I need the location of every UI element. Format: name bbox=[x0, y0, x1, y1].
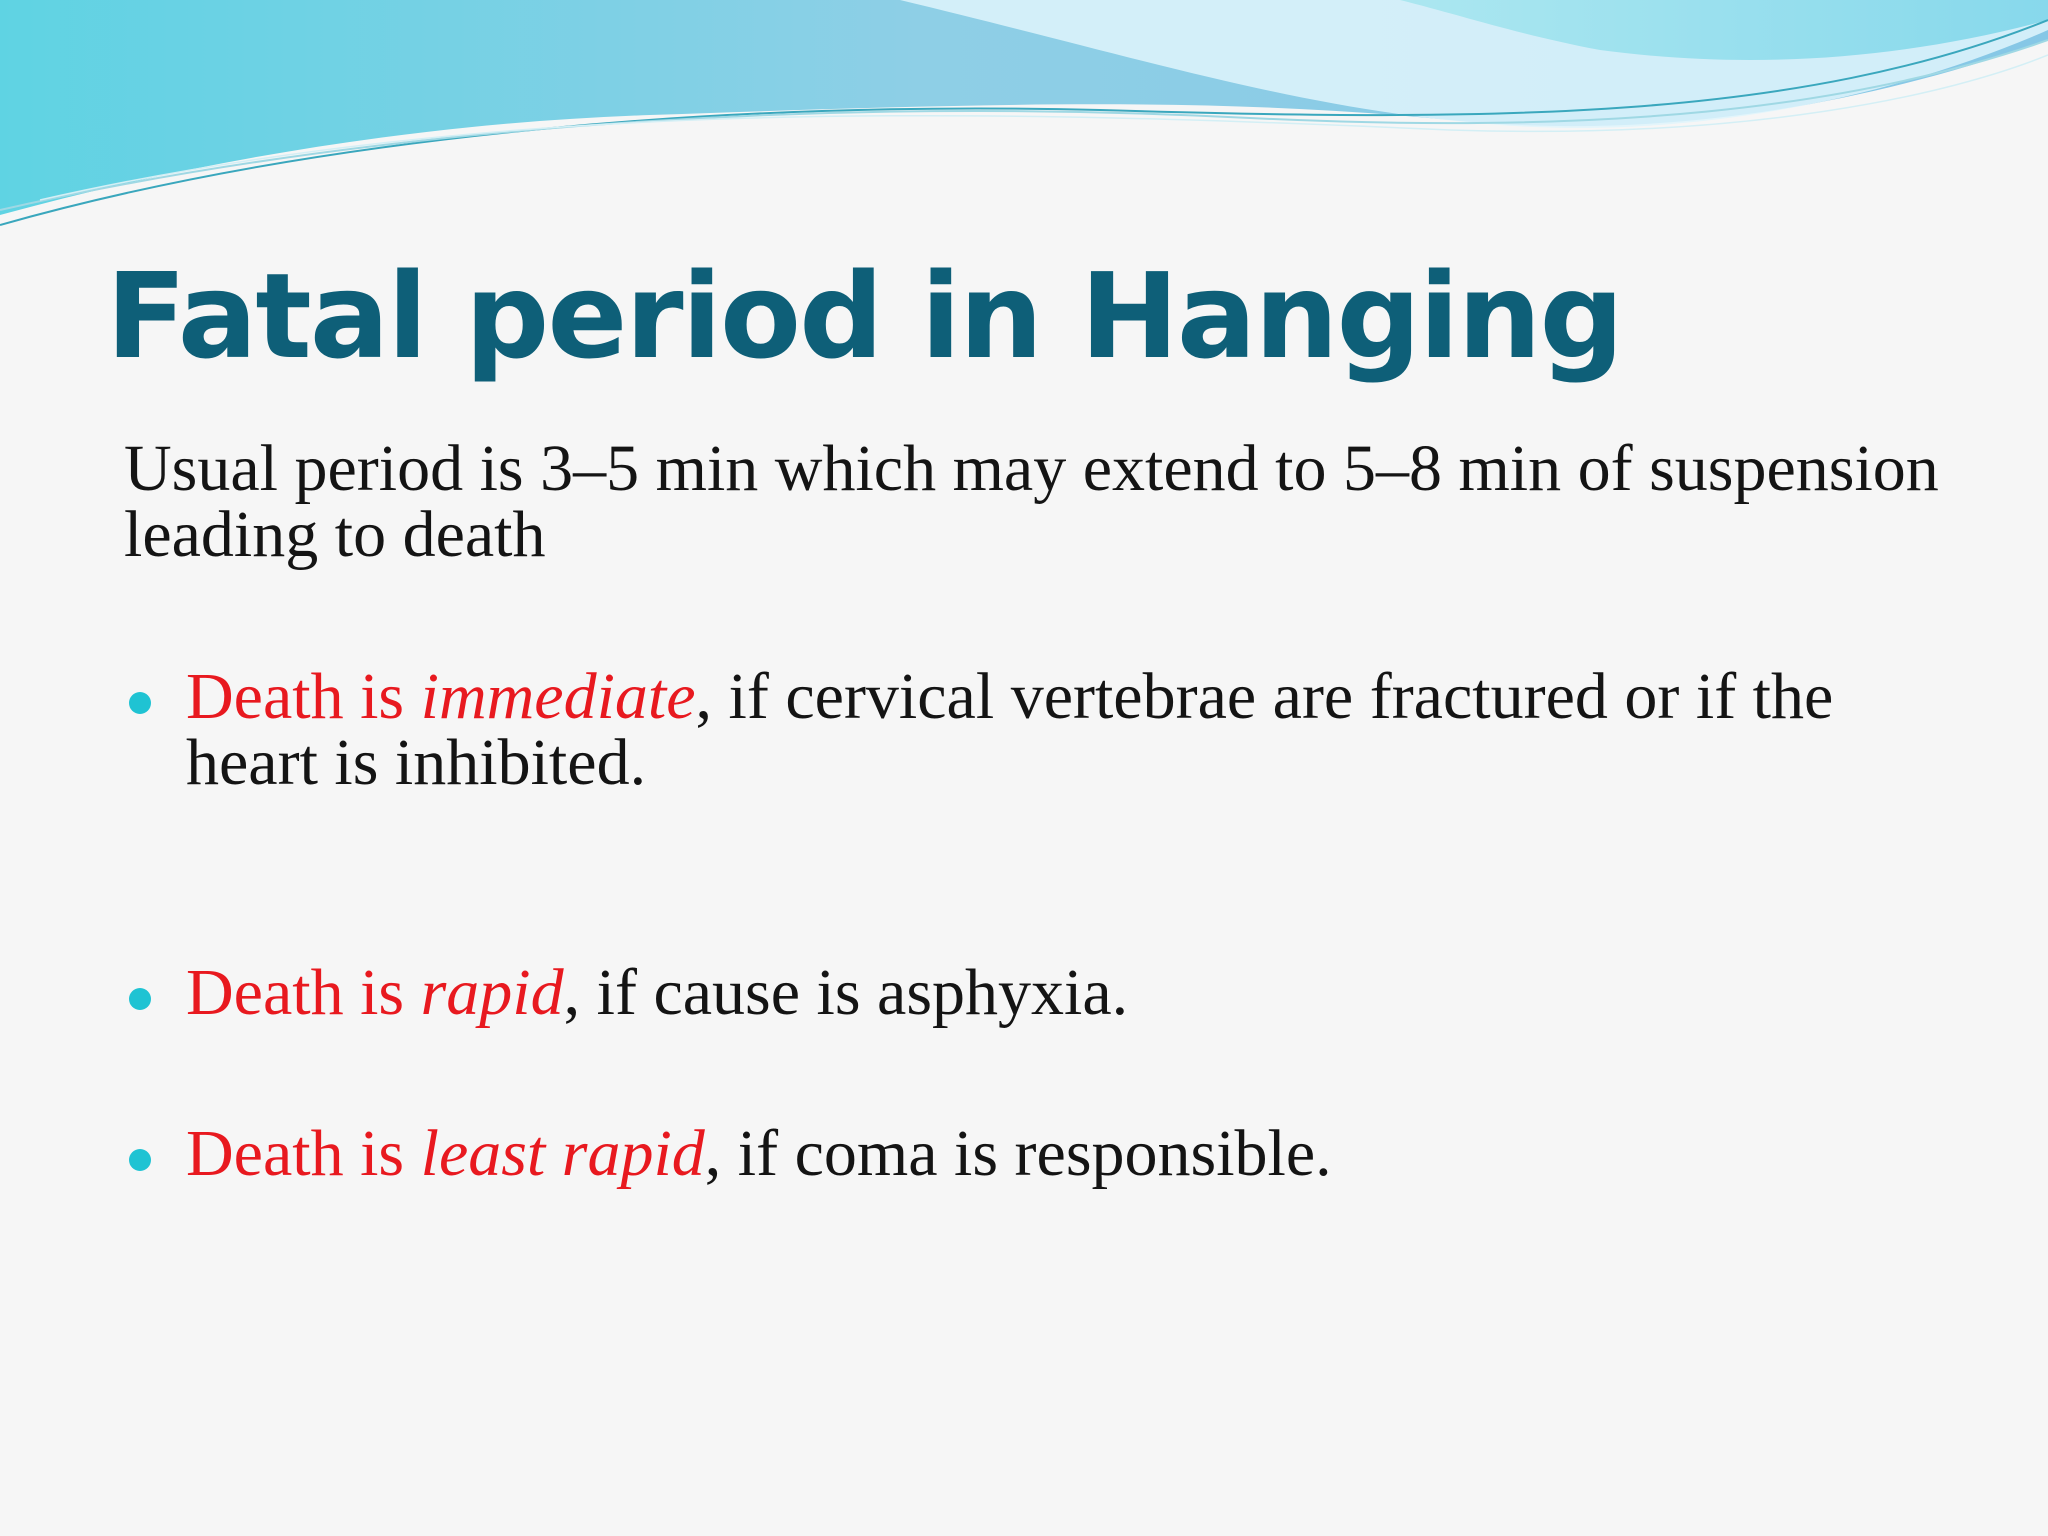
bullet-dot-icon bbox=[129, 988, 151, 1010]
bullet-dot-icon bbox=[129, 692, 151, 714]
bullet-rest: , if cervical vertebrae are fractured or if the heart is inhibited. bbox=[186, 660, 1834, 799]
bullet-lead: Death is bbox=[186, 956, 421, 1029]
bullet-dot-icon bbox=[129, 1149, 151, 1171]
bullet-item-immediate bbox=[124, 660, 1944, 799]
bullet-emphasis: immediate bbox=[420, 660, 696, 733]
wave-header-decoration bbox=[0, 0, 2048, 240]
bullet-rest: , if cause is asphyxia. bbox=[563, 956, 1129, 1029]
slide-title: Fatal period in Hanging bbox=[106, 247, 1622, 385]
intro-paragraph: Usual period is 3–5 min which may extend to 5–8 min of suspension leading to death bbox=[124, 432, 1939, 571]
bullet-item-least-rapid bbox=[124, 1117, 1944, 1190]
bullet-emphasis: rapid bbox=[420, 956, 564, 1029]
bullet-item-rapid bbox=[124, 956, 1944, 1029]
bullet-list bbox=[124, 660, 1944, 1190]
bullet-emphasis: least rapid bbox=[420, 1117, 705, 1190]
bullet-rest: , if coma is responsible. bbox=[704, 1117, 1332, 1190]
bullet-lead: Death is bbox=[186, 1117, 421, 1190]
bullet-lead: Death is bbox=[186, 660, 421, 733]
